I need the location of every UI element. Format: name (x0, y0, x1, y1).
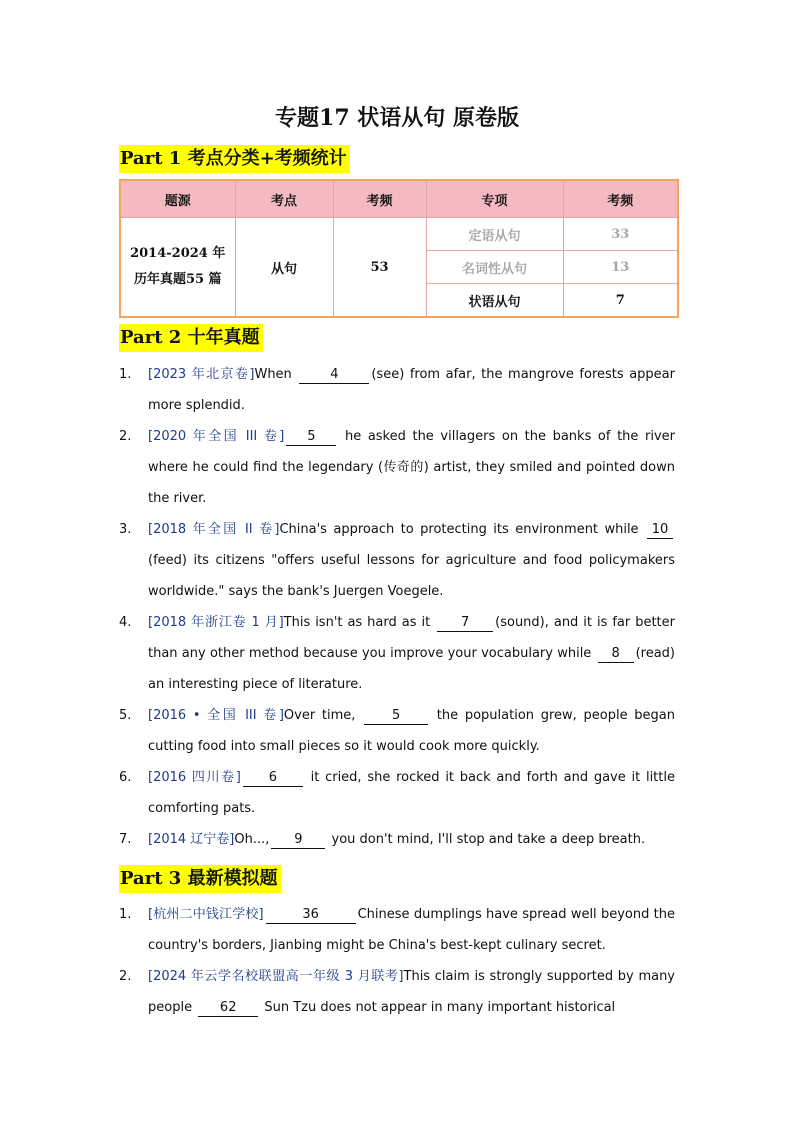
question-source: [2014 辽宁卷] (148, 832, 235, 847)
question-number: 7. (119, 832, 132, 847)
source-line1: 2014-2024 年 (130, 246, 226, 261)
answer-blank: 8 (598, 646, 634, 663)
question-source: [2024 年云学名校联盟高一年级 3 月联考] (148, 969, 404, 984)
question-item (119, 421, 675, 514)
question-source: [2018 年全国 II 卷] (148, 522, 280, 537)
question-source: [2016 四川卷] (148, 770, 241, 785)
question-number: 4. (119, 615, 132, 630)
question-number: 1. (119, 907, 132, 922)
answer-blank: 5 (364, 708, 428, 725)
answer-blank: 5 (286, 429, 336, 446)
table-row (120, 218, 678, 251)
part3-question-list (119, 899, 675, 1023)
topic-cell: 从句 (235, 218, 333, 318)
question-source: [杭州二中钱江学校] (148, 907, 264, 922)
count-cell: 7 (563, 284, 678, 318)
question-text: [2024 年云学名校联盟高一年级 3 月联考]This claim is strongly supported by many people 62 Sun Tzu does not appear in many important historical (148, 969, 676, 1015)
source-line2: 历年真题55 篇 (133, 272, 222, 287)
count-cell: 33 (563, 218, 678, 251)
question-number: 3. (119, 522, 132, 537)
question-text: [2023 年北京卷]When 4 (see) from afar, the mangrove forests appear more splendid. (148, 367, 675, 413)
answer-blank: 9 (271, 832, 325, 849)
question-source: [2018 年浙江卷 1 月] (148, 615, 284, 630)
item-cell: 名词性从句 (426, 251, 563, 284)
question-source: [2020 年全国 III 卷] (148, 429, 285, 444)
header-source: 题源 (120, 180, 235, 218)
part1-heading: Part 1 考点分类+考频统计 (119, 145, 350, 173)
answer-blank: 4 (299, 367, 369, 384)
item-cell: 定语从句 (426, 218, 563, 251)
question-text: [2016 四川卷] 6 it cried, she rocked it back and forth and gave it little comforting pats. (148, 770, 675, 816)
question-number: 2. (119, 429, 132, 444)
question-number: 5. (119, 708, 132, 723)
question-text: [2018 年全国 II 卷]China's approach to protecting its environment while 10(feed) its citizens "offers useful lessons for agriculture and food policymakers worldwide." says the bank's Juergen Voegele. (148, 522, 675, 599)
question-item (119, 514, 675, 607)
question-item (119, 700, 675, 762)
answer-blank: 7 (437, 615, 493, 632)
answer-blank: 6 (243, 770, 303, 787)
question-item (119, 762, 675, 824)
question-number: 1. (119, 367, 132, 382)
table-header-row (120, 180, 678, 218)
count-cell: 13 (563, 251, 678, 284)
item-cell: 状语从句 (426, 284, 563, 318)
question-source: [2016 • 全国 III 卷] (148, 708, 284, 723)
header-topic: 考点 (235, 180, 333, 218)
answer-blank: 36 (266, 907, 356, 924)
question-item (119, 899, 675, 961)
header-frequency: 考频 (333, 180, 426, 218)
question-item (119, 961, 675, 1023)
question-text: [2018 年浙江卷 1 月]This isn't as hard as it 7 (sound), and it is far better than any other method because you improve your vocabulary while 8 (read) an interesting piece of literature. (148, 615, 675, 692)
header-item-frequency: 考频 (563, 180, 678, 218)
part3-heading: Part 3 最新模拟题 (119, 865, 281, 893)
question-text: [2016 • 全国 III 卷]Over time, 5 the population grew, people began cutting food into small pieces so it would cook more quickly. (148, 708, 675, 754)
question-item (119, 824, 675, 855)
question-text: [2014 辽宁卷]Oh..., 9 you don't mind, I'll stop and take a deep breath. (148, 832, 646, 847)
question-item (119, 359, 675, 421)
frequency-cell: 53 (333, 218, 426, 318)
answer-blank: 62 (198, 1000, 258, 1017)
frequency-table (119, 179, 679, 318)
part2-question-list (119, 359, 675, 855)
part2-heading: Part 2 十年真题 (119, 324, 263, 352)
page-title: 专题17 状语从句 原卷版 (275, 105, 519, 131)
question-text: [杭州二中钱江学校] 36 Chinese dumplings have spread well beyond the country's borders, Jianbing might be China's best-kept culinary secret. (148, 907, 675, 953)
question-number: 2. (119, 969, 132, 984)
header-item: 专项 (426, 180, 563, 218)
question-source: [2023 年北京卷] (148, 367, 255, 382)
question-text: [2020 年全国 III 卷] 5 he asked the villagers on the banks of the river where he could find the legendary (传奇的) artist, they smiled and pointed down the river. (148, 429, 675, 506)
answer-blank: 10 (647, 522, 673, 539)
question-number: 6. (119, 770, 132, 785)
question-item (119, 607, 675, 700)
source-cell (120, 218, 235, 318)
